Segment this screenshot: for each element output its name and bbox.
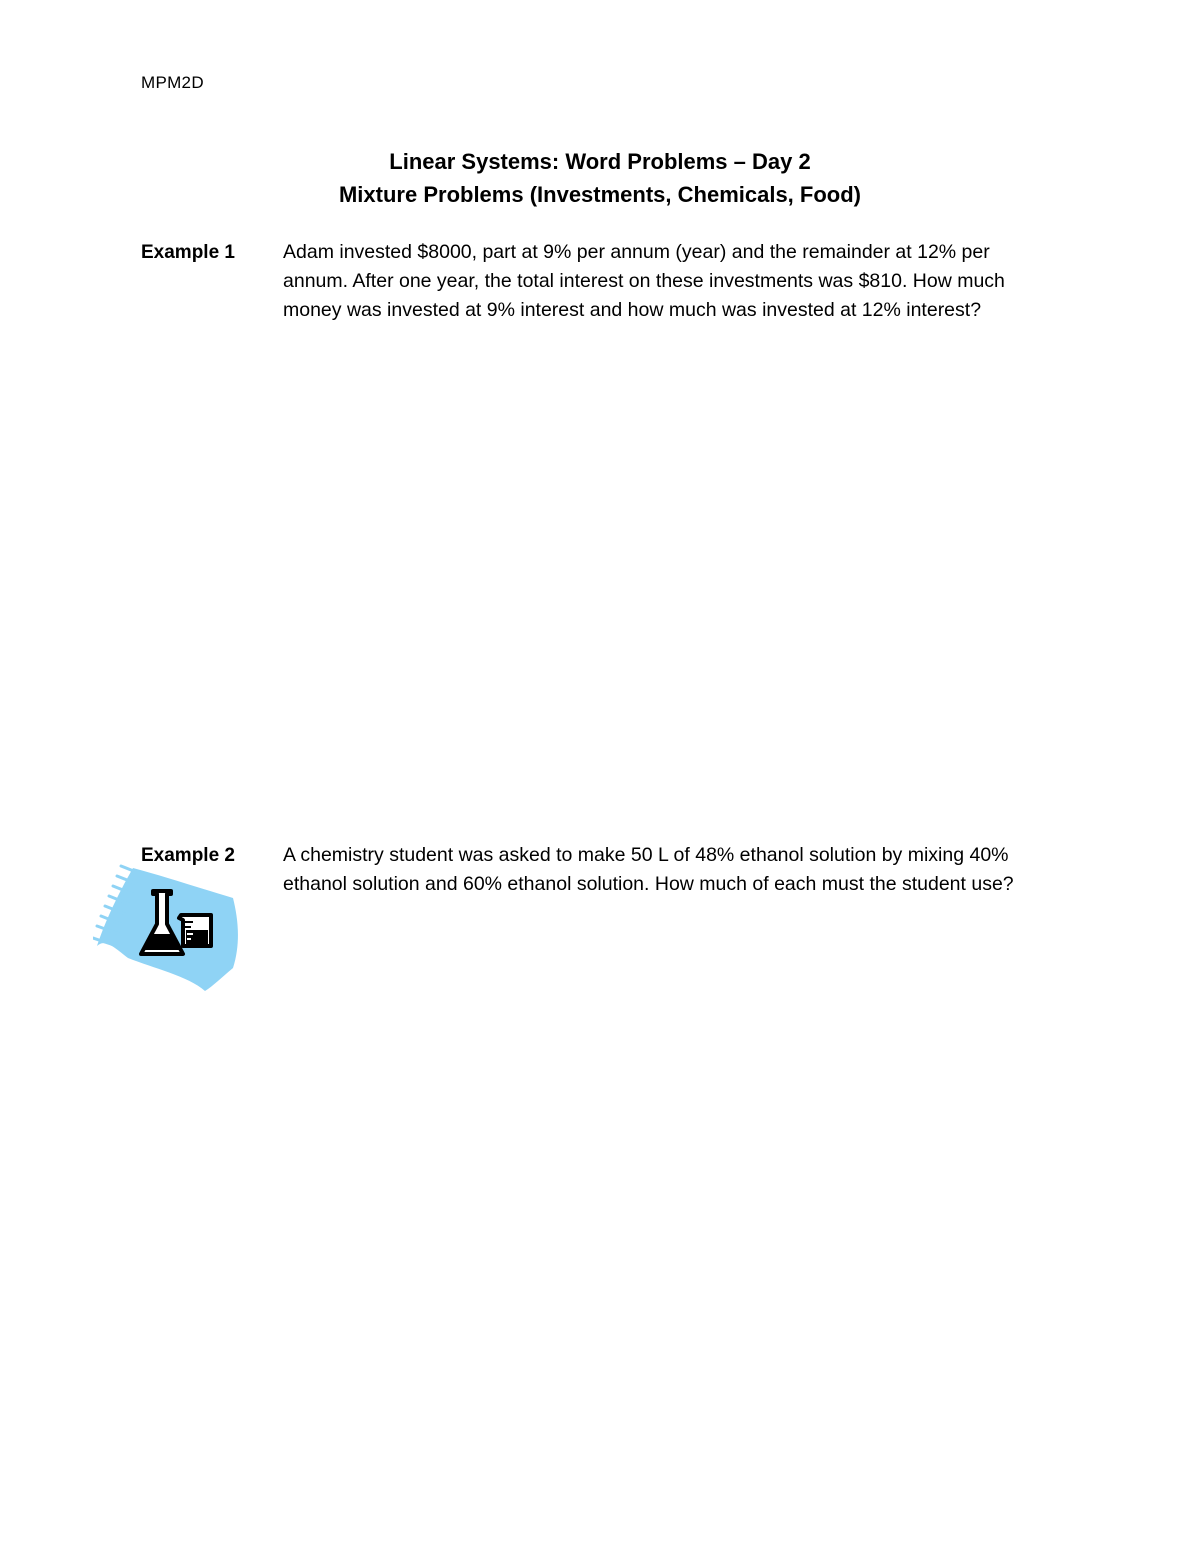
example-1-text: Adam invested $8000, part at 9% per annum (year) and the remainder at 12% per annum. After one year, the total interest on these investments was $810. How much money was invested at 9% interest and how much was invested at 12% interest? xyxy=(283,241,1005,321)
example-1-label: Example 1 xyxy=(141,242,235,263)
example-2-text: A chemistry student was asked to make 50 L of 48% ethanol solution by mixing 40% ethanol solution and 60% ethanol solution. How much of each must the student use? xyxy=(283,844,1014,895)
chemistry-flask-beaker-icon xyxy=(93,858,243,993)
title-line-2: Mixture Problems (Investments, Chemicals, Food) xyxy=(338,182,861,207)
title-line-1: Linear Systems: Word Problems – Day 2 xyxy=(389,149,811,174)
course-code: MPM2D xyxy=(141,73,204,92)
page-title xyxy=(0,145,1200,211)
example-2-label: Example 2 xyxy=(141,845,235,866)
